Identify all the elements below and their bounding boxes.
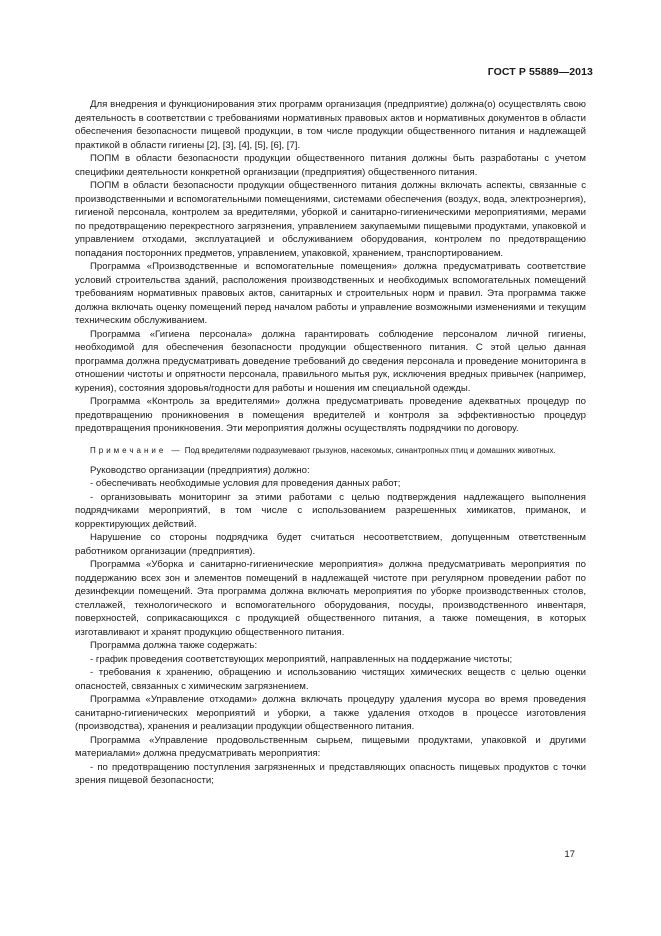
paragraph: ПОПМ в области безопасности продукции общественного питания должны включать аспекты, связанные с производственными и вспомогательными помещениями, системами обеспечения (воздух, вода, электроэнергия), гигиеной персонала, контролем за вредителями, уборкой и санитарно-гигиеническими мероприятиями, мерами по предотвращению перекрестного загрязнения, управлением закупаемыми пищевыми продуктами, упаковкой и управлением отходами, эксплуатацией и обслуживанием оборудования, контролем по предотвращению попадания посторонних предметов, управлением, упаковкой, хранением, транспортированием. (75, 180, 586, 259)
paragraph: Программа должна также содержать: (90, 640, 258, 651)
paragraph: Программа «Контроль за вредителями» должна предусматривать проведение адекватных процедур по предотвращению проникновения в помещения вредителей и контроля за эффективностью процедур предотвращения проникновения. Эти мероприятия должны осуществлять подрядчики по договору. (75, 396, 586, 434)
paragraph: Программа «Производственные и вспомогательные помещения» должна предусматривать соответствие условий строительства зданий, расположения производственных и необходимых вспомогательных помещений требованиям нормативных правовых актов, санитарных и строительных норм и правил. Эта программа также должна включать оценку помещений перед началом работы и управление возможными изменениями и текущим техническим обслуживанием. (75, 261, 586, 326)
list-item: - организовывать мониторинг за этими работами с целью подтверждения надлежащего выполнения подрядчиками мероприятий, в том числе с использованием разрешенных химикатов, приманок, и корректирующих действий. (75, 491, 586, 530)
paragraph: ПОПМ в области безопасности продукции общественного питания должны быть разработаны с учетом специфики деятельности конкретной организации (предприятия) общественного питания. (75, 153, 586, 178)
note (75, 445, 586, 456)
paragraph: Программа «Управление отходами» должна включать процедуру удаления мусора во время проведения санитарно-гигиенических мероприятий и уборки, а также удаления отходов в процессе изготовления (производства), хранения и реализации продукции общественного питания. (75, 694, 586, 732)
note-lead: Примечание — (90, 445, 183, 455)
standard-designation: ГОСТ Р 55889—2013 (487, 66, 593, 78)
paragraph: Для внедрения и функционирования этих программ организация (предприятие) должна(о) осуществлять свою деятельность в соответствии с требованиями нормативных правовых актов и нормативных документов в области обеспечения безопасности пищевой продукции, в том числе продукции общественного питания и надлежащей практикой в области гигиены [2], [3], [4], [5], [6], [7]. (75, 99, 586, 151)
paragraph: Руководство организации (предприятия) должно: (90, 464, 310, 476)
paragraph: Программа «Управление продовольственным сырьем, пищевыми продуктами, упаковкой и другими материалами» должна предусматривать мероприятия: (75, 734, 586, 759)
paragraph: Программа «Гигиена персонала» должна гарантировать соблюдение персоналом личной гигиены, необходимой для обеспечения безопасности продукции общественного питания. С этой целью данная программа должна предусматривать доведение требований до сведения персонала и проведение мониторинга в отношении чистоты и опрятности персонала, правильного мытья рук, исключения вредных привычек (например, курения), состояния здоровья/годности для работы и ношения им специальной одежды. (75, 328, 586, 394)
document-body (75, 98, 586, 788)
list-item: - требования к хранению, обращению и использованию чистящих химических веществ с целью оценки опасностей, связанных с химическим загрязнением. (75, 667, 586, 692)
paragraph: Программа «Уборка и санитарно-гигиенические мероприятия» должна предусматривать мероприятия по поддержанию всех зон и элементов помещений в надлежащей чистоте при регулярном проведении работ по дезинфекции помещений. Эта программа должна включать мероприятия по уборке производственных столов, стеллажей, технологического и вспомогательного оборудования, посуды, производственного инвентаря, поверхностей, соприкасающихся с продукцией общественного питания, а также помещения, в которых изготавливают и хранят продукцию общественного питания. (75, 559, 586, 638)
note-text: Под вредителями подразумевают грызунов, насекомых, синантропных птиц и домашних животных. (182, 445, 556, 455)
list-item: - по предотвращению поступления загрязненных и представляющих опасность пищевых продуктов с точки зрения пищевой безопасности; (75, 761, 586, 786)
list-item: - график проведения соответствующих мероприятий, направленных на поддержание чистоты; (90, 653, 513, 665)
paragraph: Нарушение со стороны подрядчика будет считаться несоответствием, допущенным ответственным работником организации (предприятия). (75, 532, 586, 557)
page-number: 17 (564, 849, 575, 860)
list-item: - обеспечивать необходимые условия для проведения данных работ; (90, 478, 401, 489)
